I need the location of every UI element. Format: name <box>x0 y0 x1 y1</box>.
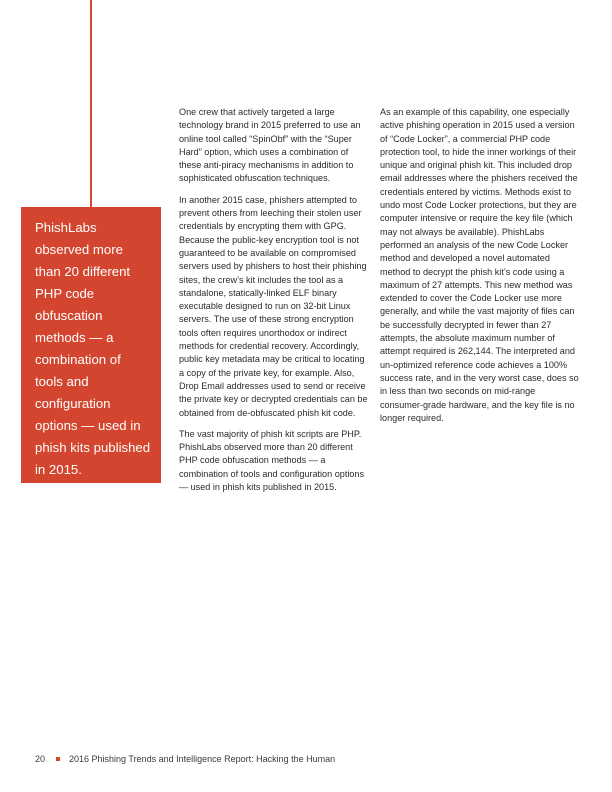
decorative-vertical-rule <box>90 0 92 207</box>
body-column-2 <box>380 106 580 433</box>
pull-quote-callout <box>21 207 161 483</box>
report-title: 2016 Phishing Trends and Intelligence Report: Hacking the Human <box>69 754 336 764</box>
pull-quote-text: PhishLabs observed more than 20 different PHP code obfuscation methods — a combination of tools and configuration options — used in phish kits published in 2015. <box>35 220 151 477</box>
paragraph: In another 2015 case, phishers attempted to prevent others from leeching their stolen user credentials by encrypting them with GPG. Because the public-key encryption tool is not guaranteed to be available on compromised servers used by phishers to host their phishing sites, the crew’s kit includes the tool as a standalone, statically-linked ELF binary executable designed to run on 32-bit Linux servers. The use of these strong encryption tools often requires unorthodox or indirect methods for credential recovery. Accordingly, public key metadata may be critical to locating a copy of the private key, for example. Also, Drop Email addresses used to send or receive the private key or decrypted credentials can be obtained from de-obfuscated phish kit code. <box>179 194 368 418</box>
footer-bullet-icon <box>56 757 60 761</box>
paragraph: The vast majority of phish kit scripts are PHP. PhishLabs observed more than 20 different PHP code obfuscation methods — a combination of tools and configuration options — used in phish kits published in 2015. <box>179 428 365 493</box>
page-footer <box>35 754 335 764</box>
body-column-1 <box>179 106 369 502</box>
paragraph: One crew that actively targeted a large technology brand in 2015 preferred to use an online tool called “SpinObf” with the “Super Hard” option, which uses a combination of these anti-piracy mechanisms in addition to sophisticated obfuscation techniques. <box>179 107 361 184</box>
paragraph: As an example of this capability, one especially active phishing operation in 2015 used a version of “Code Locker”, a commercial PHP code protection tool, to hide the inner workings of their unique and original phish kit. This included drop email addresses where the phishers received the credentials entered by victims. Methods exist to undo most Code Locker protections, but they are computer intensive or require the key file (which may not always be available). PhishLabs performed an analysis of the new Code Locker method and developed a novel automated method to decrypt the phish kit’s code using a maximum of 27 attempts. This new method was extended to cover the Code Locker use more generally, and while the vast majority of files can be successfully decrypted in fewer than 27 attempts, the absolute maximum number of attempt required is 262,144. The interpreted and un-optimized reference code achieves a 100% success rate, and in the very worst case, does so in less than two seconds on mid-range consumer-grade hardware, and the key file is no longer required. <box>380 107 579 423</box>
page-number: 20 <box>35 754 46 764</box>
